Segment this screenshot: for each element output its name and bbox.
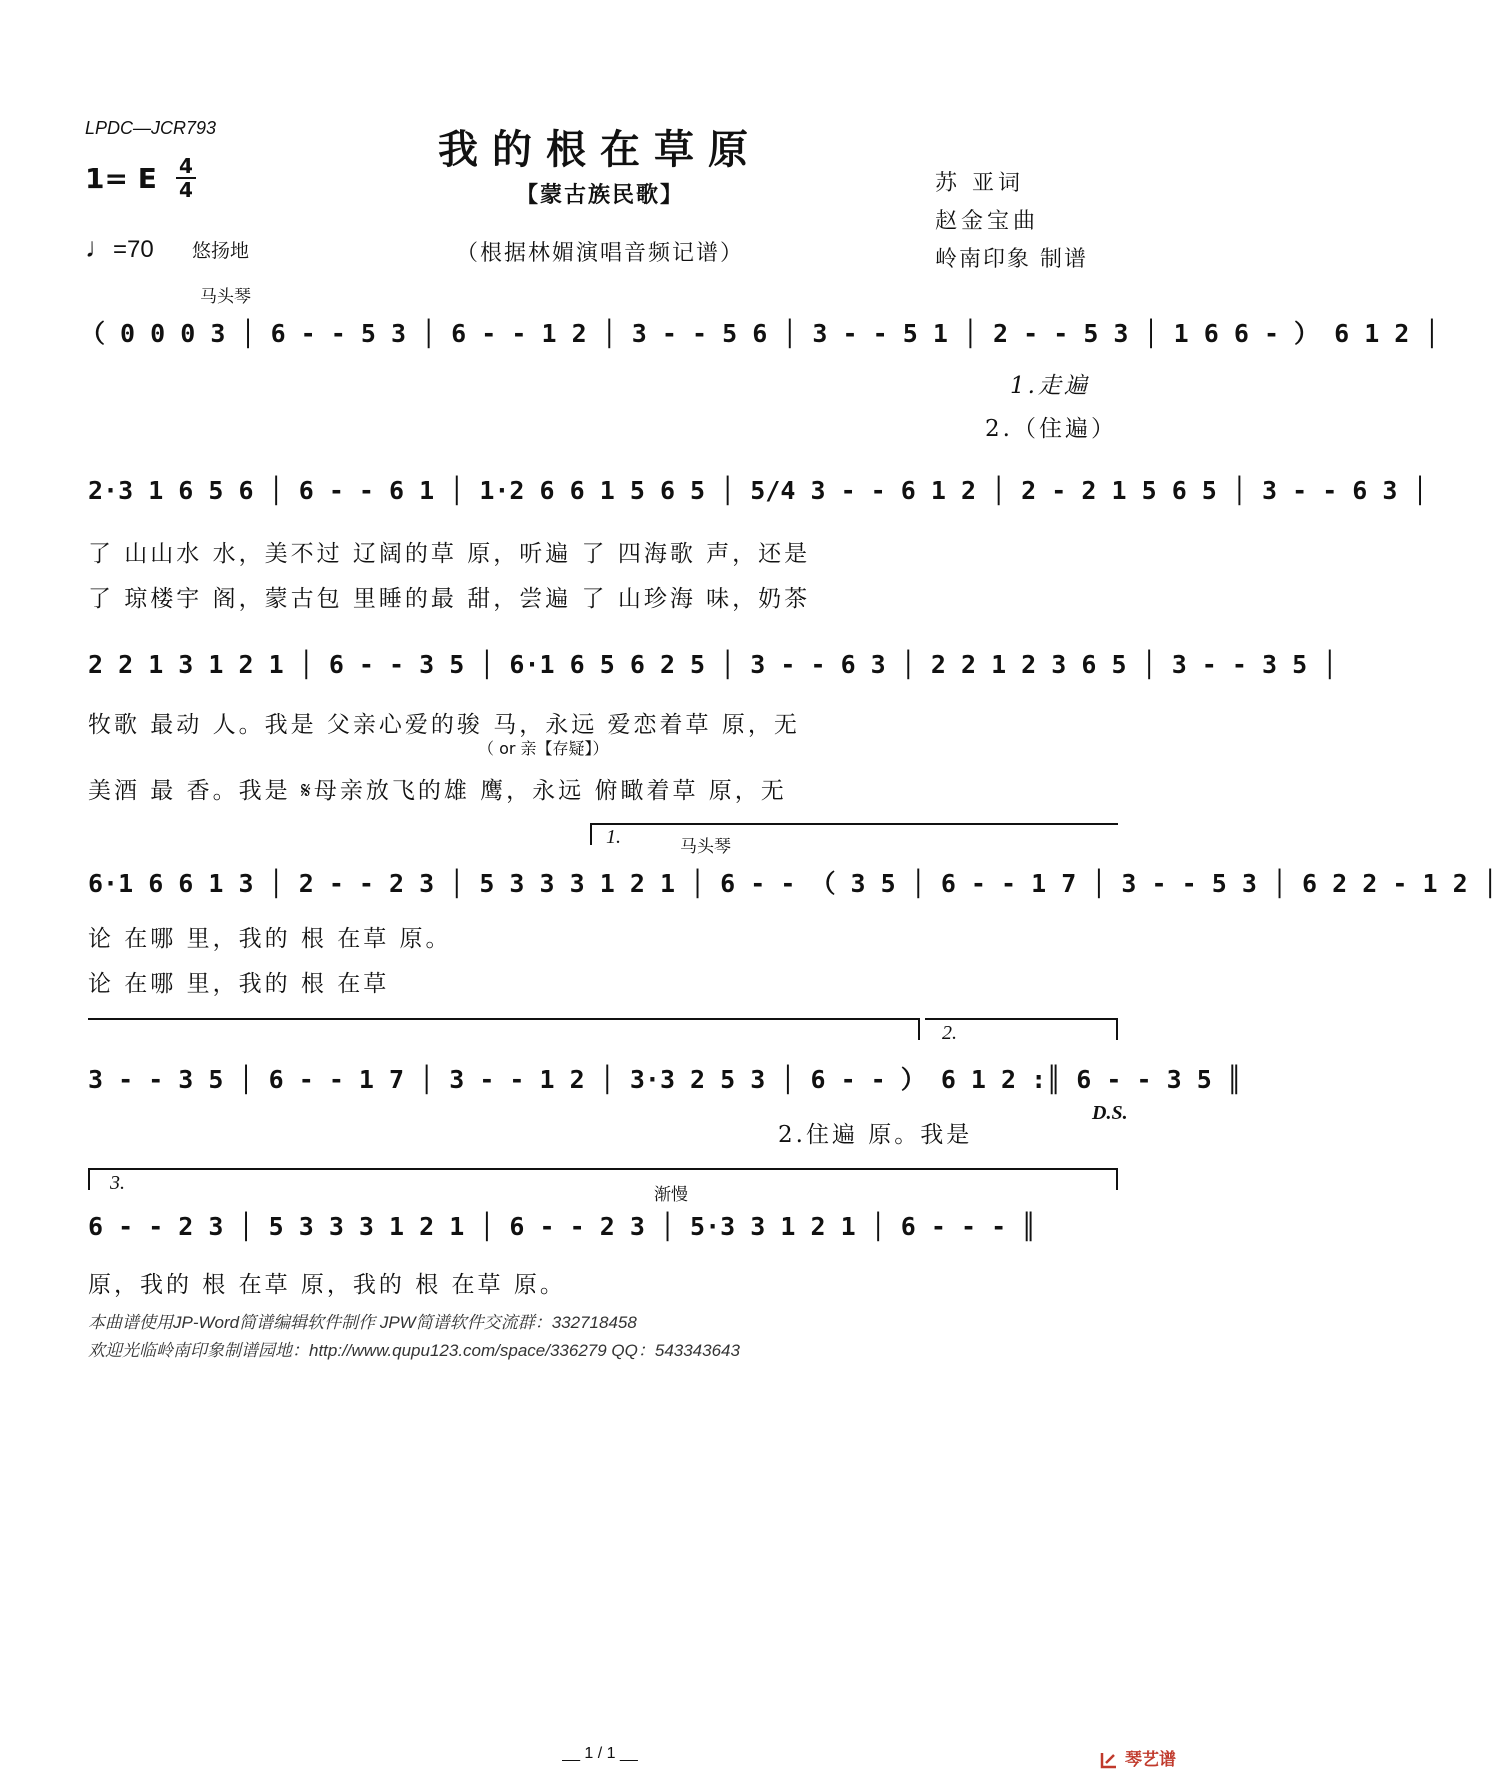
volta-bracket-1-end — [918, 1018, 920, 1040]
brand-logo — [1099, 1745, 1176, 1770]
notation-line-5: 3 - - 3 5 │ 6 - - 1 7 │ 3 - - 1 2 │ 3·3 2 5 3 │ 6 - - ） 6 1 2 :║ 6 - - 3 5 ║ — [88, 1065, 1242, 1094]
volta-bracket-2 — [925, 1018, 1118, 1020]
volta-label-3: 3. — [110, 1172, 125, 1194]
volta-bracket-1-tick — [590, 823, 592, 845]
lyricist-credit: 苏 亚词 — [935, 171, 1024, 196]
time-sig-bottom: 4 — [179, 178, 193, 202]
lyric-line-3a: 牧歌 最动 人。我是 父亲心爱的骏 马，永远 爱恋着草 原，无 — [88, 712, 800, 738]
time-sig-top: 4 — [179, 154, 193, 178]
ending-2-lyric: 2.（住遍） — [985, 416, 1117, 442]
volta-label-1: 1. — [606, 826, 621, 848]
volta-bracket-2-end — [1116, 1018, 1118, 1040]
lyric-line-5: 2.住遍 原。我是 — [778, 1122, 973, 1148]
notation-line-3: 2 2 1 3 1 2 1 │ 6 - - 3 5 │ 6·1 6 5 6 2 5 │ 3 - - 6 3 │ 2 2 1 2 3 6 5 │ 3 - - 3 5 │ — [88, 650, 1338, 679]
lyric-line-3b: 美酒 最 香。我是 𝄋母亲放飞的雄 鹰，永远 俯瞰着草 原，无 — [88, 778, 787, 804]
notation-line-2: 2·3 1 6 5 6 │ 6 - - 6 1 │ 1·2 6 6 1 5 6 5 │ 5/4 3 - - 6 1 2 │ 2 - 2 1 5 6 5 │ 3 - - 6 3 │ — [88, 476, 1428, 505]
lyric-annotation: （ or 亲【存疑】） — [478, 739, 609, 758]
lyric-line-2a: 了 山山水 水，美不过 辽阔的草 原，听遍 了 四海歌 声，还是 — [88, 541, 811, 567]
song-title: 我的根在草原 — [438, 126, 762, 173]
source-note: （根据林媚演唱音频记谱） — [455, 241, 744, 266]
footer-line-2: 欢迎光临岭南印象制谱园地：http://www.qupu123.com/space/336279 QQ：543343643 — [88, 1341, 740, 1360]
lyric-line-6: 原，我的 根 在草 原，我的 根 在草 原。 — [88, 1272, 566, 1298]
dal-segno-mark: D.S. — [1092, 1102, 1128, 1124]
volta-bracket-1-cont — [88, 1018, 918, 1020]
lyric-line-4b: 论 在哪 里，我的 根 在草 — [88, 971, 390, 997]
volta-bracket-3-start — [88, 1168, 90, 1190]
instrument-cue: 马头琴 — [200, 287, 251, 307]
lyric-line-4a: 论 在哪 里，我的 根 在草 原。 — [88, 926, 452, 952]
page-number: __ 1 / 1 __ — [562, 1745, 638, 1762]
quarter-note-icon: ♩ — [85, 232, 113, 263]
lyric-line-2b: 了 琼楼宇 阁，蒙古包 里睡的最 甜，尝遍 了 山珍海 味，奶茶 — [88, 586, 811, 612]
volta-bracket-1 — [590, 823, 1118, 825]
score-code: LPDC—JCR793 — [85, 118, 217, 138]
key-signature: 1= E — [85, 162, 157, 195]
notation-line-1: （ 0 0 0 3 │ 6 - - 5 3 │ 6 - - 1 2 │ 3 - - 5 6 │ 3 - - 5 1 │ 2 - - 5 3 │ 1 6 6 - ） 6 1 2 │ — [80, 319, 1440, 348]
volta-bracket-3-end — [1116, 1168, 1118, 1190]
footer-line-1: 本曲谱使用JP-Word简谱编辑软件制作 JPW简谱软件交流群：332718458 — [88, 1313, 637, 1332]
volta-bracket-3 — [88, 1168, 1118, 1170]
composer-credit: 赵金宝曲 — [935, 209, 1040, 234]
notation-line-4: 6·1 6 6 1 3 │ 2 - - 2 3 │ 5 3 3 3 1 2 1 │ 6 - - （ 3 5 │ 6 - - 1 7 │ 3 - - 5 3 │ 6 2 2 - 1 2 │ — [88, 869, 1498, 898]
ritardando-marking: 渐慢 — [654, 1185, 688, 1205]
ending-1-lyric: 1.走遍 — [1010, 373, 1090, 399]
instrument-cue-2: 马头琴 — [680, 837, 731, 857]
brand-logo-icon — [1099, 1750, 1119, 1770]
notation-line-6: 6 - - 2 3 │ 5 3 3 3 1 2 1 │ 6 - - 2 3 │ 5·3 3 1 2 1 │ 6 - - - ║ — [88, 1212, 1037, 1241]
brand-name: 琴艺谱 — [1125, 1750, 1176, 1770]
volta-label-2: 2. — [942, 1022, 957, 1044]
tempo-value: =70 — [113, 236, 154, 263]
subtitle: 【蒙古族民歌】 — [515, 182, 684, 208]
arranger-credit: 岭南印象 制谱 — [935, 247, 1088, 272]
tempo-description: 悠扬地 — [192, 240, 250, 262]
